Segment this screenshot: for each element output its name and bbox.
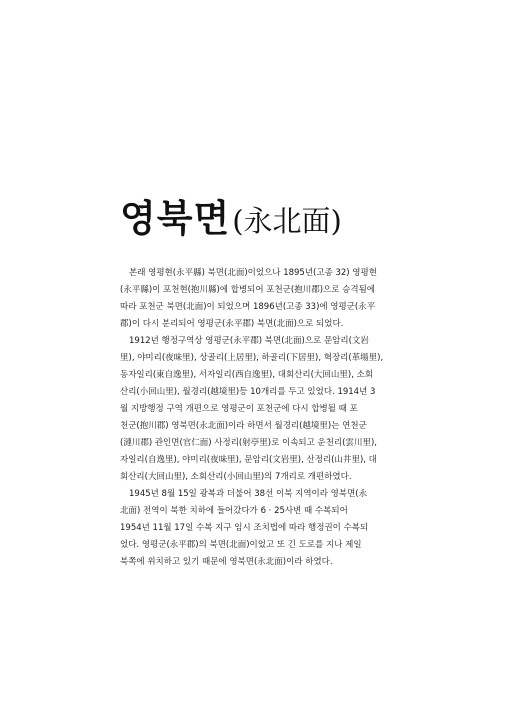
- text-line: 따라 포천군 북면(北面)이 되었으며 1896년(고종 33)에 영평군(永平: [120, 302, 376, 312]
- title-korean: 영북면: [120, 197, 231, 240]
- text-line: 었다. 영평군(永平郡)의 북면(北面)이었고 또 긴 도로를 지나 제일: [120, 540, 362, 550]
- section-title: [120, 188, 342, 242]
- text-line: 北面) 전역이 북한 치하에 들어갔다가 6 · 25사변 때 수복되어: [120, 506, 348, 516]
- text-line: (永平縣)이 포천현(抱川縣)에 합병되어 포천군(抱川郡)으로 승격됨에: [120, 285, 376, 295]
- title-hanja: (永北面): [232, 204, 342, 238]
- text-line: 郡)이 다시 분리되어 영평군(永平郡) 북면(北面)으로 되었다.: [120, 319, 344, 329]
- text-line: 1954년 11월 17일 수복 지구 임시 조치법에 따라 행정권이 수복되: [120, 523, 369, 533]
- text-line: 월 지방행정 구역 개편으로 영평군이 포천군에 다시 합병될 때 포: [120, 404, 358, 414]
- text-line: 1945년 8월 15일 광복과 더불어 38선 이북 지역이라 영북면(永: [129, 489, 368, 499]
- text-line: 천군(抱川郡) 영북면(永北面)이라 하면서 월경리(越境里)는 연천군: [120, 421, 367, 431]
- text-line: 동자일리(東自逸里), 서자일리(西自逸里), 대회산리(大回山里), 소회: [120, 370, 374, 380]
- text-line: 본래 영평현(永平縣) 북면(北面)이었으나 1895년(고종 32) 영평현: [129, 268, 377, 278]
- text-line: 1912년 행정구역상 영평군(永平郡) 북면(北面)으로 문암리(文岩: [129, 336, 369, 346]
- text-line: 산리(小回山里), 월경리(越境里)등 10개리를 두고 있었다. 1914년 3: [120, 387, 376, 397]
- text-line: 里), 야미리(夜味里), 상골리(上居里), 하골리(下居里), 혁장리(革場里),: [120, 353, 384, 363]
- body-text: [120, 265, 384, 571]
- text-line: 북쪽에 위치하고 있기 때문에 영북면(永北面)이라 하였다.: [120, 557, 333, 567]
- text-line: (漣川郡) 관인면(官仁面) 사정리(射亭里)로 이속되고 운천리(雲川里),: [120, 438, 377, 448]
- text-line: 자일리(自逸里), 야미리(夜味里), 문암리(文岩里), 산정리(山井里), 대: [120, 455, 377, 465]
- text-line: 회산리(大回山里), 소회산리(小回山里)의 7개리로 개편하였다.: [120, 472, 352, 482]
